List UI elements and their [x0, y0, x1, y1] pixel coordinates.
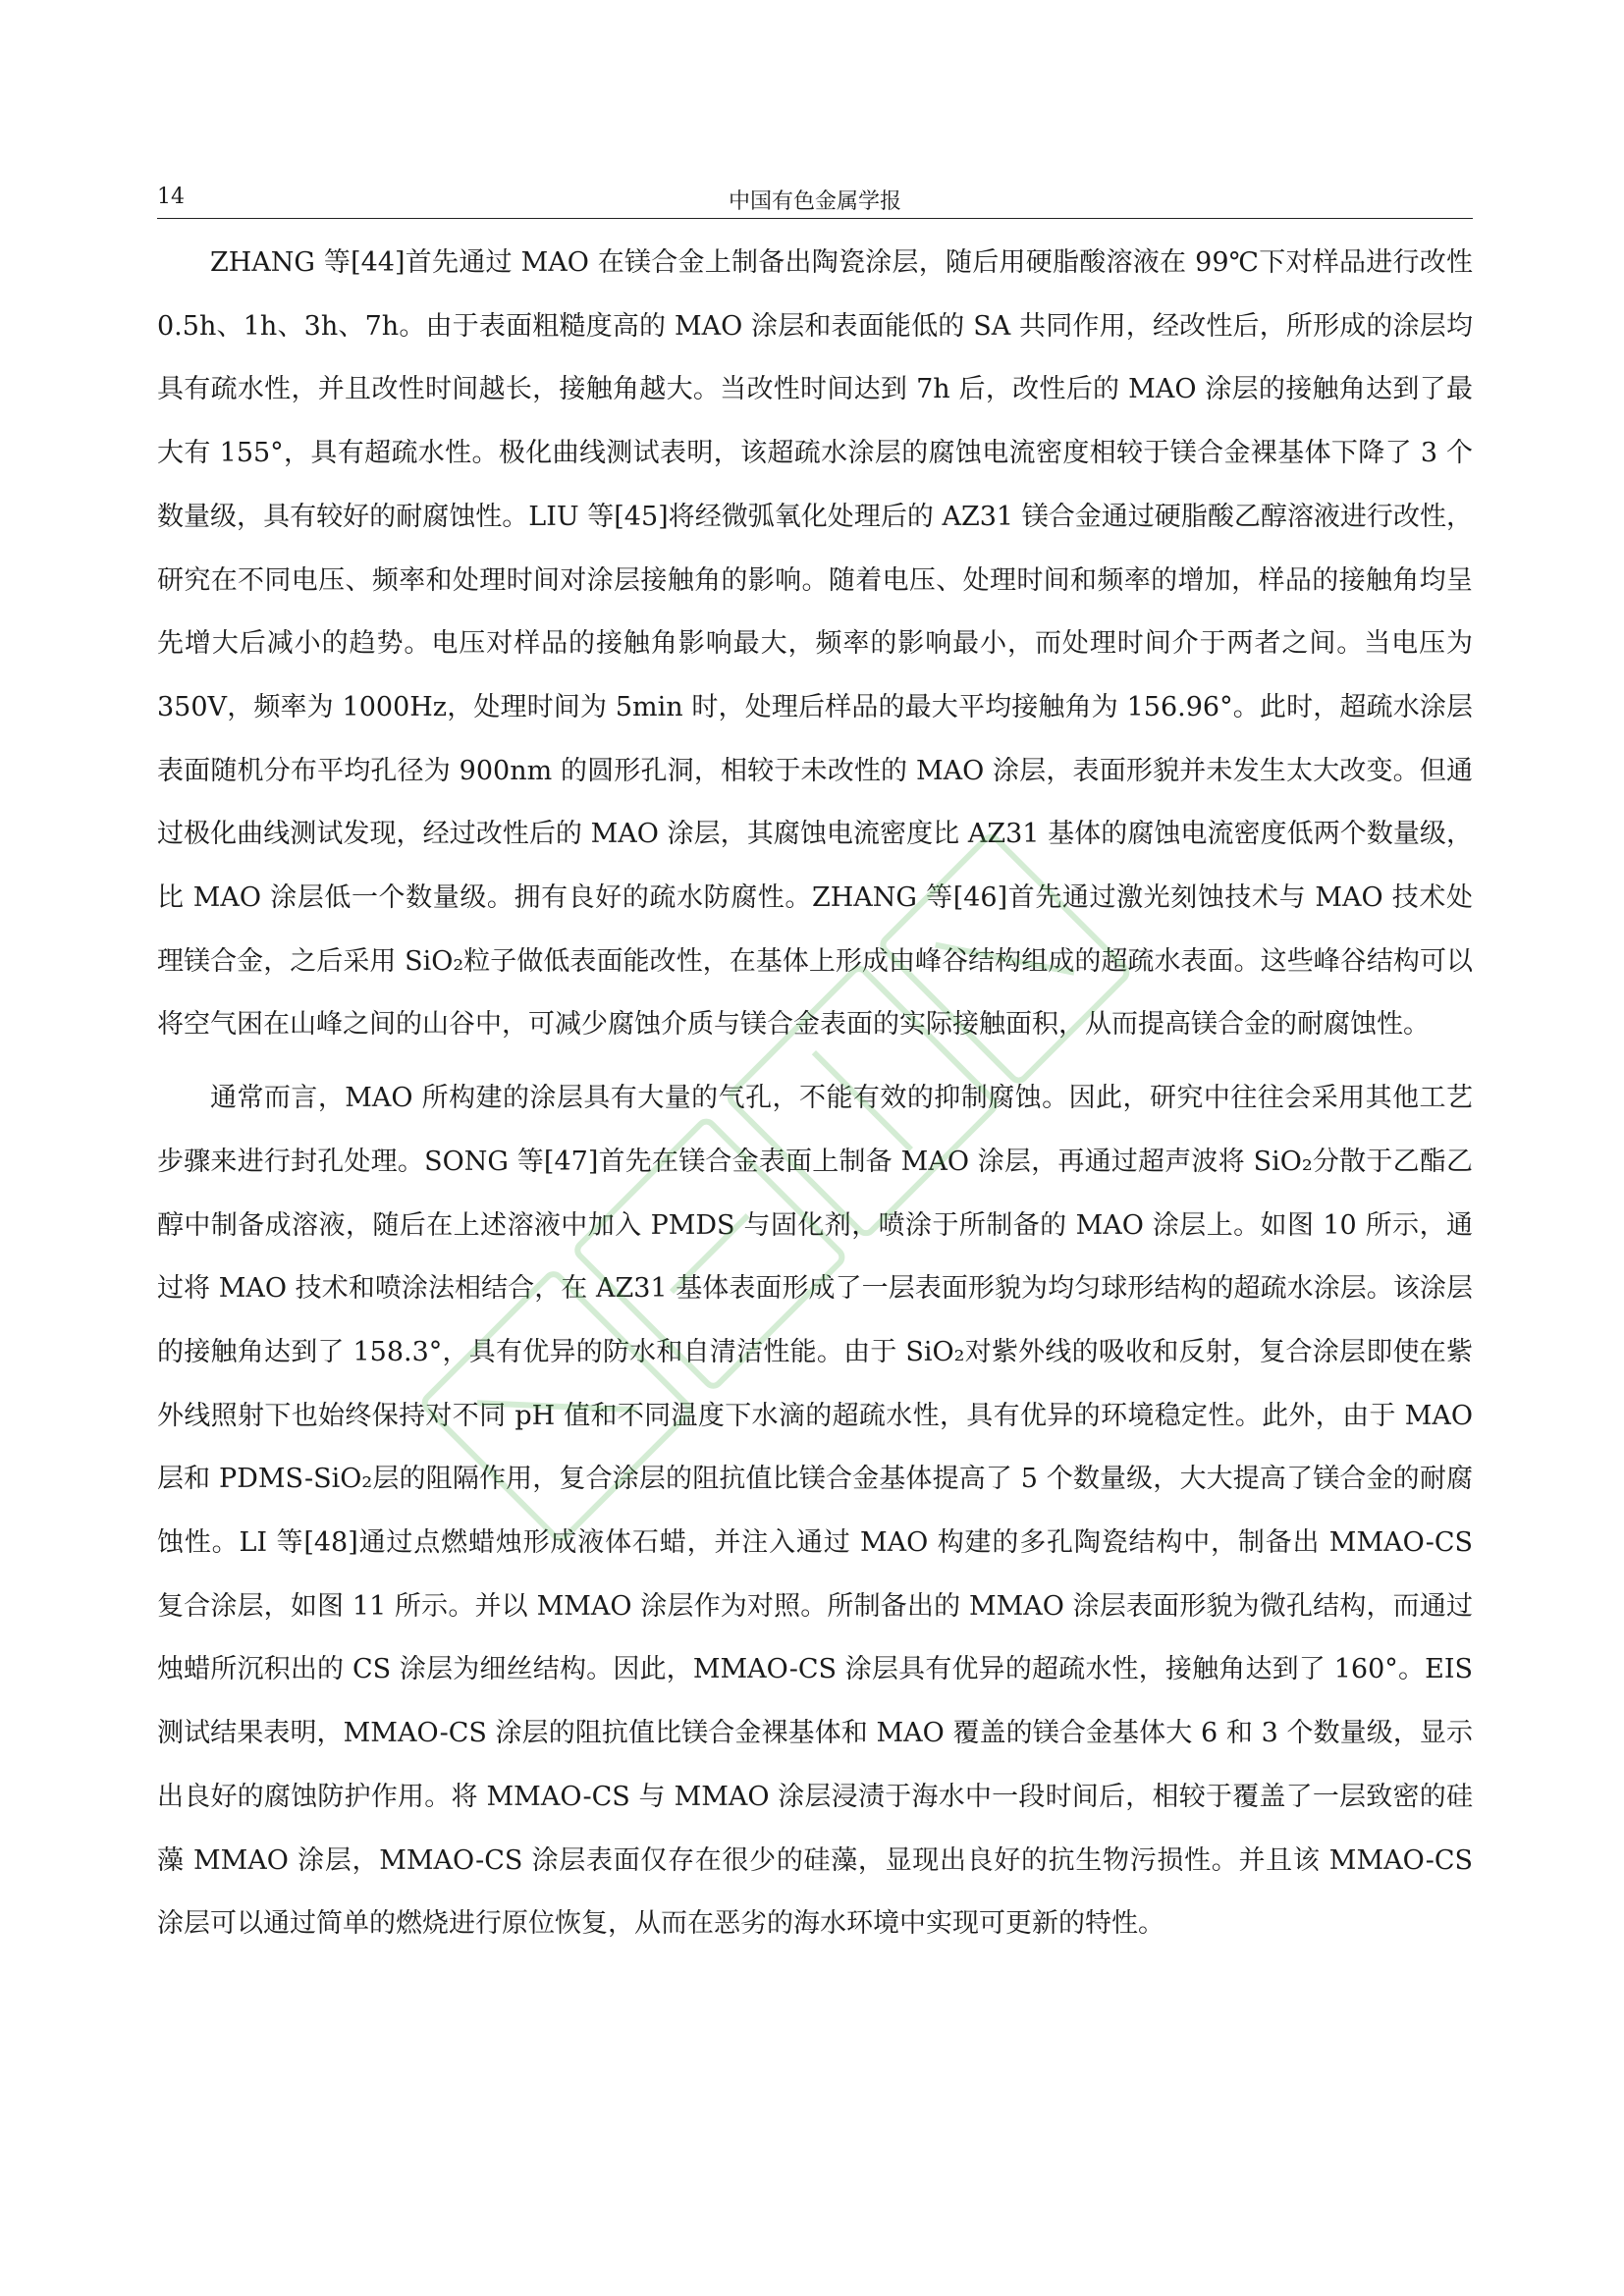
body-paragraph-1: ZHANG 等[44]首先通过 MAO 在镁合金上制备出陶瓷涂层，随后用硬脂酸溶液在 99℃下对样品进行改性 0.5h、1h、3h、7h。由于表面粗糙度高的 MAO 涂层和表面能低的 SA 共同作用，经改性后，所形成的涂层均具有疏水性，并且改性时间越长，接触角越大。当改性时间达到 7h 后，改性后的 MAO 涂层的接触角达到了最大有 155°，具有超疏水性。极化曲线测试表明，该超疏水涂层的腐蚀电流密度相较于镁合金裸基体下降了 3 个数量级，具有较好的耐腐蚀性。LIU 等[45]将经微弧氧化处理后的 AZ31 镁合金通过硬脂酸乙醇溶液进行改性，研究在不同电压、频率和处理时间对涂层接触角的影响。随着电压、处理时间和频率的增加，样品的接触角均呈先增大后减小的趋势。电压对样品的接触角影响最大，频率的影响最小，而处理时间介于两者之间。当电压为 350V，频率为 1000Hz，处理时间为 5min 时，处理后样品的最大平均接触角为 156.96°。此时，超疏水涂层表面随机分布平均孔径为 900nm 的圆形孔洞，相较于未改性的 MAO 涂层，表面形貌并未发生太大改变。但通过极化曲线测试发现，经过改性后的 MAO 涂层，其腐蚀电流密度比 AZ31 基体的腐蚀电流密度低两个数量级，比 MAO 涂层低一个数量级。拥有良好的疏水防腐性。ZHANG 等[46]首先通过激光刻蚀技术与 MAO 技术处理镁合金，之后采用 SiO₂粒子做低表面能改性，在基体上形成由峰谷结构组成的超疏水表面。这些峰谷结构可以将空气困在山峰之间的山谷中，可减少腐蚀介质与镁合金表面的实际接触面积，从而提高镁合金的耐腐蚀性。	[157, 247, 1473, 1041]
journal-name: 中国有色金属学报	[728, 189, 901, 214]
page-header	[157, 183, 1473, 219]
page-number: 14	[157, 185, 185, 209]
body-paragraph-2: 通常而言，MAO 所构建的涂层具有大量的气孔，不能有效的抑制腐蚀。因此，研究中往往会采用其他工艺步骤来进行封孔处理。SONG 等[47]首先在镁合金表面上制备 MAO 涂层，再通过超声波将 SiO₂分散于乙酯乙醇中制备成溶液，随后在上述溶液中加入 PMDS 与固化剂，喷涂于所制备的 MAO 涂层上。如图 10 所示，通过将 MAO 技术和喷涂法相结合，在 AZ31 基体表面形成了一层表面形貌为均匀球形结构的超疏水涂层。该涂层的接触角达到了 158.3°，具有优异的防水和自清洁性能。由于 SiO₂对紫外线的吸收和反射，复合涂层即使在紫外线照射下也始终保持对不同 pH 值和不同温度下水滴的超疏水性，具有优异的环境稳定性。此外，由于 MAO 层和 PDMS-SiO₂层的阻隔作用，复合涂层的阻抗值比镁合金基体提高了 5 个数量级，大大提高了镁合金的耐腐蚀性。LI 等[48]通过点燃蜡烛形成液体石蜡，并注入通过 MAO 构建的多孔陶瓷结构中，制备出 MMAO-CS 复合涂层，如图 11 所示。并以 MMAO 涂层作为对照。所制备出的 MMAO 涂层表面形貌为微孔结构，而通过烛蜡所沉积出的 CS 涂层为细丝结构。因此，MMAO-CS 涂层具有优异的超疏水性，接触角达到了 160°。EIS 测试结果表明，MMAO-CS 涂层的阻抗值比镁合金裸基体和 MAO 覆盖的镁合金基体大 6 和 3 个数量级，显示出良好的腐蚀防护作用。将 MMAO-CS 与 MMAO 涂层浸渍于海水中一段时间后，相较于覆盖了一层致密的硅藻 MMAO 涂层，MMAO-CS 涂层表面仅存在很少的硅藻，显现出良好的抗生物污损性。并且该 MMAO-CS 涂层可以通过简单的燃烧进行原位恢复，从而在恶劣的海水环境中实现可更新的特性。	[157, 1083, 1473, 1940]
article-body	[157, 232, 1473, 1956]
